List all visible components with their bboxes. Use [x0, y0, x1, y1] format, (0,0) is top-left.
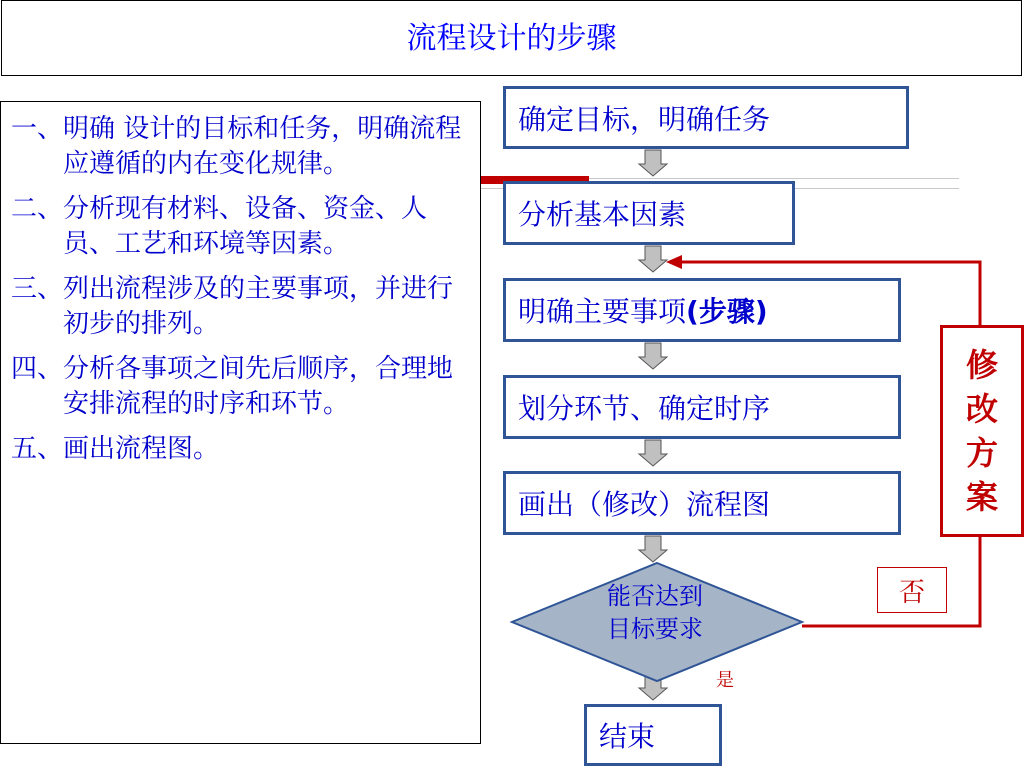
revise-char-2: 改 [965, 390, 998, 428]
flow-step-goal [503, 86, 909, 149]
down-arrow-icon [639, 343, 667, 369]
slide-title-text: 流程设计的步骤 [406, 21, 617, 56]
decision-label-line-2: 目标要求 [607, 615, 703, 643]
flow-step-draw-label: 画出（修改）流程图 [518, 488, 771, 521]
decision-label [560, 580, 750, 646]
step-item-3: 三、列出流程涉及的主要事项，并进行初步的排列。 [11, 274, 454, 339]
step-item-1: 一、明确 设计的目标和任务，明确流程应遵循的内在变化规律。 [11, 114, 462, 179]
flow-step-goal-label: 确定目标，明确任务 [518, 102, 771, 136]
down-arrow-icon [639, 440, 667, 466]
no-branch-text: 否 [898, 577, 925, 608]
feedback-arrow-icon [666, 255, 682, 269]
flow-step-sequence-label: 划分环节、确定时序 [518, 392, 771, 425]
flow-step-items [503, 278, 901, 342]
step-item-5: 五、画出流程图。 [11, 434, 220, 464]
flow-step-sequence [503, 375, 901, 439]
revise-char-4: 案 [965, 478, 998, 516]
revise-char-1: 修 [965, 346, 998, 384]
flow-step-factors [503, 181, 795, 245]
flow-end-box [584, 704, 722, 766]
revise-char-3: 方 [965, 434, 998, 472]
step-item-4: 四、分析各事项之间先后顺序，合理地安排流程的时序和环节。 [11, 354, 454, 419]
flow-end-label: 结束 [599, 720, 656, 753]
flow-step-items-label: 明确主要事项 [518, 295, 687, 328]
down-arrow-icon [639, 246, 667, 272]
down-arrow-icon [639, 150, 667, 176]
down-arrow-icon [639, 536, 667, 562]
flow-step-factors-label: 分析基本因素 [518, 198, 687, 231]
step-item-2: 二、分析现有材料、设备、资金、人员、工艺和环境等因素。 [11, 194, 428, 259]
decision-label-line-1: 能否达到 [607, 582, 703, 610]
flow-step-items-suffix: (步骤) [686, 295, 768, 328]
revise-plan-box [940, 325, 1024, 537]
no-branch-label [877, 567, 947, 613]
yes-branch-label: 是 [716, 670, 734, 691]
flow-step-draw [503, 471, 901, 535]
